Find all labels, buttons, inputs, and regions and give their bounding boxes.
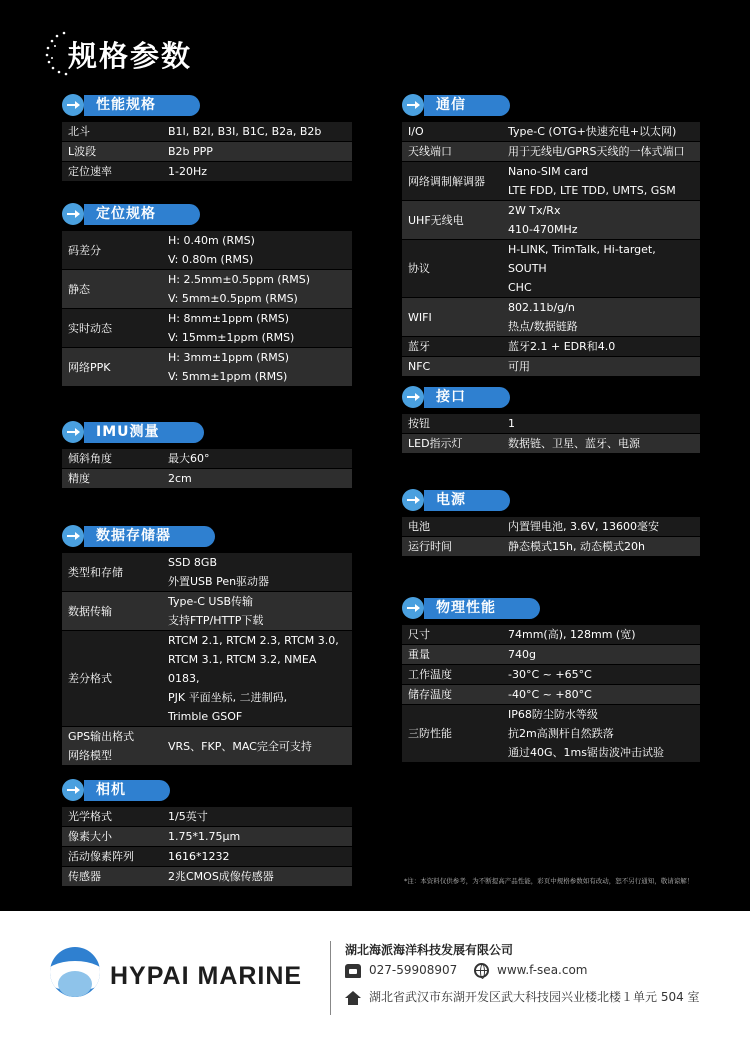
table-row	[402, 625, 700, 645]
spec-value: 74mm(高), 128mm (宽)	[502, 625, 700, 645]
table-row	[402, 537, 700, 557]
value-line: H-LINK, TrimTalk, Hi-target, SOUTH	[508, 243, 656, 275]
spec-value	[502, 240, 700, 298]
spec-key: 精度	[62, 469, 162, 489]
arrow-icon	[402, 489, 424, 511]
globe-icon	[474, 963, 489, 978]
spec-table	[402, 624, 700, 762]
spec-value: VRS、FKP、MAC完全可支持	[162, 727, 352, 766]
home-icon	[345, 991, 361, 1005]
value-line: H: 2.5mm±0.5ppm (RMS)	[168, 273, 310, 286]
value-line: SSD 8GB	[168, 556, 218, 569]
spec-key: LED指示灯	[402, 434, 502, 454]
spec-key: 倾斜角度	[62, 449, 162, 469]
spec-key: 活动像素阵列	[62, 847, 162, 867]
table-row	[402, 142, 700, 162]
value-line: V: 5mm±1ppm (RMS)	[168, 370, 288, 383]
value-line: V: 5mm±0.5ppm (RMS)	[168, 292, 298, 305]
hypai-logo-icon	[50, 947, 100, 997]
section-interface	[402, 387, 700, 453]
section-performance	[62, 95, 352, 181]
spec-value: -40°C ~ +80°C	[502, 685, 700, 705]
section-title: 相机	[88, 780, 170, 801]
table-row	[62, 231, 352, 270]
table-row	[402, 414, 700, 434]
table-row	[62, 270, 352, 309]
spec-value: 静态模式15h, 动态模式20h	[502, 537, 700, 557]
table-row	[402, 357, 700, 377]
table-row	[402, 337, 700, 357]
table-row	[402, 645, 700, 665]
spec-table	[402, 516, 700, 556]
spec-value: -30°C ~ +65°C	[502, 665, 700, 685]
spec-key: NFC	[402, 357, 502, 377]
table-row	[62, 449, 352, 469]
spec-key: 天线端口	[402, 142, 502, 162]
table-row	[402, 122, 700, 142]
value-line: V: 15mm±1ppm (RMS)	[168, 331, 295, 344]
website-link[interactable]: www.f-sea.com	[497, 963, 588, 977]
arrow-icon	[62, 779, 84, 801]
company-name: 湖北海派海洋科技发展有限公司	[345, 943, 514, 957]
spec-key: 协议	[402, 240, 502, 298]
table-row	[402, 517, 700, 537]
spec-value: 1/5英寸	[162, 807, 352, 827]
value-line: 抗2m高测杆自然跌落	[508, 727, 614, 740]
spec-key: GPS输出格式 网络模型	[62, 727, 162, 766]
section-positioning	[62, 204, 352, 386]
spec-value	[162, 592, 352, 631]
spec-key: 储存温度	[402, 685, 502, 705]
section-title: 性能规格	[88, 95, 200, 116]
spec-table	[62, 121, 352, 181]
spec-key: 尺寸	[402, 625, 502, 645]
table-row	[402, 685, 700, 705]
spec-value	[162, 553, 352, 592]
arrow-icon	[402, 597, 424, 619]
spec-value: 蓝牙2.1 + EDR和4.0	[502, 337, 700, 357]
table-row	[62, 122, 352, 142]
value-line: 802.11b/g/n	[508, 301, 575, 314]
section-title: 接口	[428, 387, 510, 408]
value-line: RTCM 2.1, RTCM 2.3, RTCM 3.0,	[168, 634, 339, 647]
spec-table	[62, 806, 352, 886]
spec-value	[502, 705, 700, 763]
value-line: 410-470MHz	[508, 223, 578, 236]
value-line: Nano-SIM card	[508, 165, 589, 178]
table-row	[62, 807, 352, 827]
value-line: 支持FTP/HTTP下载	[168, 614, 264, 627]
table-row	[62, 309, 352, 348]
table-row	[62, 631, 352, 727]
table-row	[62, 827, 352, 847]
spec-table	[62, 230, 352, 386]
value-line: LTE FDD, LTE TDD, UMTS, GSM	[508, 184, 676, 197]
spec-value: 可用	[502, 357, 700, 377]
spec-key: 传感器	[62, 867, 162, 887]
section-imu	[62, 422, 352, 488]
spec-value	[162, 270, 352, 309]
spec-value: 740g	[502, 645, 700, 665]
spec-table	[402, 121, 700, 376]
spec-key: 三防性能	[402, 705, 502, 763]
value-line: 外置USB Pen驱动器	[168, 575, 270, 588]
value-line: H: 3mm±1ppm (RMS)	[168, 351, 289, 364]
phone-icon	[345, 964, 361, 978]
table-row	[402, 665, 700, 685]
spec-value: 1	[502, 414, 700, 434]
table-row	[62, 867, 352, 887]
value-line: Trimble GSOF	[168, 710, 243, 723]
table-row	[402, 705, 700, 763]
spec-value: 最大60°	[162, 449, 352, 469]
spec-key: 按钮	[402, 414, 502, 434]
spec-value	[502, 201, 700, 240]
spec-key: 差分格式	[62, 631, 162, 727]
spec-key: 网络PPK	[62, 348, 162, 387]
brand-name: HYPAI MARINE	[110, 962, 303, 990]
arrow-icon	[62, 203, 84, 225]
spec-key: 定位速率	[62, 162, 162, 182]
section-title: 定位规格	[88, 204, 200, 225]
spec-value: 1616*1232	[162, 847, 352, 867]
spec-value	[162, 348, 352, 387]
table-row	[402, 298, 700, 337]
section-title: 通信	[428, 95, 510, 116]
table-row	[402, 434, 700, 454]
section-title: 电源	[428, 490, 510, 511]
section-physical	[402, 598, 700, 762]
spec-value	[162, 309, 352, 348]
spec-table	[62, 552, 352, 765]
value-line: CHC	[508, 281, 532, 294]
table-row	[62, 162, 352, 182]
spec-value: B1I, B2I, B3I, B1C, B2a, B2b	[162, 122, 352, 142]
table-row	[62, 553, 352, 592]
spec-key: 像素大小	[62, 827, 162, 847]
footer-divider	[330, 941, 331, 1015]
spec-key: 类型和存储	[62, 553, 162, 592]
address-contact	[345, 988, 700, 1005]
spec-key: 北斗	[62, 122, 162, 142]
spec-key: 运行时间	[402, 537, 502, 557]
arrow-icon	[62, 421, 84, 443]
spec-table	[402, 413, 700, 453]
table-row	[62, 592, 352, 631]
value-line: Type-C USB传输	[168, 595, 253, 608]
spec-key: L波段	[62, 142, 162, 162]
spec-value	[502, 162, 700, 201]
spec-value: 1-20Hz	[162, 162, 352, 182]
arrow-icon	[402, 386, 424, 408]
address-text: 湖北省武汉市东湖开发区武大科技园兴业楼北楼１单元 504 室	[369, 990, 700, 1004]
spec-key: 码差分	[62, 231, 162, 270]
spec-value: 1.75*1.75μm	[162, 827, 352, 847]
value-line: RTCM 3.1, RTCM 3.2, NMEA 0183,	[168, 653, 317, 685]
value-line: PJK 平面坐标, 二进制码,	[168, 691, 288, 704]
value-line: 通过40G、1ms锯齿波冲击试验	[508, 746, 664, 759]
website-contact	[474, 963, 588, 978]
section-title: 物理性能	[428, 598, 540, 619]
value-line: 热点/数据链路	[508, 320, 578, 333]
phone-contact	[345, 963, 457, 978]
section-camera	[62, 780, 352, 886]
spec-key: 光学格式	[62, 807, 162, 827]
arrow-icon	[62, 94, 84, 116]
spec-key: 实时动态	[62, 309, 162, 348]
table-row	[402, 162, 700, 201]
spec-value: 2兆CMOS成像传感器	[162, 867, 352, 887]
spec-key: 静态	[62, 270, 162, 309]
table-row	[62, 142, 352, 162]
section-power	[402, 490, 700, 556]
spec-value: 数据链、卫星、蓝牙、电源	[502, 434, 700, 454]
spec-key: 蓝牙	[402, 337, 502, 357]
value-line: V: 0.80m (RMS)	[168, 253, 254, 266]
spec-value: 用于无线电/GPRS天线的一体式端口	[502, 142, 700, 162]
value-line: IP68防尘防水等级	[508, 708, 598, 721]
table-row	[62, 727, 352, 766]
arrow-icon	[402, 94, 424, 116]
spec-key: 电池	[402, 517, 502, 537]
disclaimer-note: *注：本资料仅供参考，为不断提高产品性能，彩页中规格参数如有改动，恕不另行通知，敬请谅解！	[404, 877, 694, 885]
page-title: 规格参数	[68, 39, 193, 73]
table-row	[402, 240, 700, 298]
table-row	[62, 348, 352, 387]
section-storage	[62, 526, 352, 765]
section-title: 数据存储器	[88, 526, 215, 547]
spec-key: 网络调制解调器	[402, 162, 502, 201]
spec-key: WIFI	[402, 298, 502, 337]
section-communication	[402, 95, 700, 376]
spec-value	[162, 631, 352, 727]
table-row	[62, 469, 352, 489]
spec-value	[502, 298, 700, 337]
spec-value: 内置锂电池, 3.6V, 13600毫安	[502, 517, 700, 537]
spec-table	[62, 448, 352, 488]
footer	[0, 911, 750, 1040]
table-row	[402, 201, 700, 240]
value-line: H: 0.40m (RMS)	[168, 234, 255, 247]
value-line: H: 8mm±1ppm (RMS)	[168, 312, 289, 325]
spec-key: UHF无线电	[402, 201, 502, 240]
spec-value	[162, 231, 352, 270]
spec-value: 2cm	[162, 469, 352, 489]
table-row	[62, 847, 352, 867]
spec-value: B2b PPP	[162, 142, 352, 162]
spec-key: 工作温度	[402, 665, 502, 685]
arrow-icon	[62, 525, 84, 547]
spec-key: I/O	[402, 122, 502, 142]
spec-key: 重量	[402, 645, 502, 665]
section-title: IMU测量	[88, 422, 204, 443]
value-line: 2W Tx/Rx	[508, 204, 561, 217]
spec-value: Type-C (OTG+快速充电+以太网)	[502, 122, 700, 142]
spec-key: 数据传输	[62, 592, 162, 631]
phone-number: 027-59908907	[369, 963, 458, 977]
